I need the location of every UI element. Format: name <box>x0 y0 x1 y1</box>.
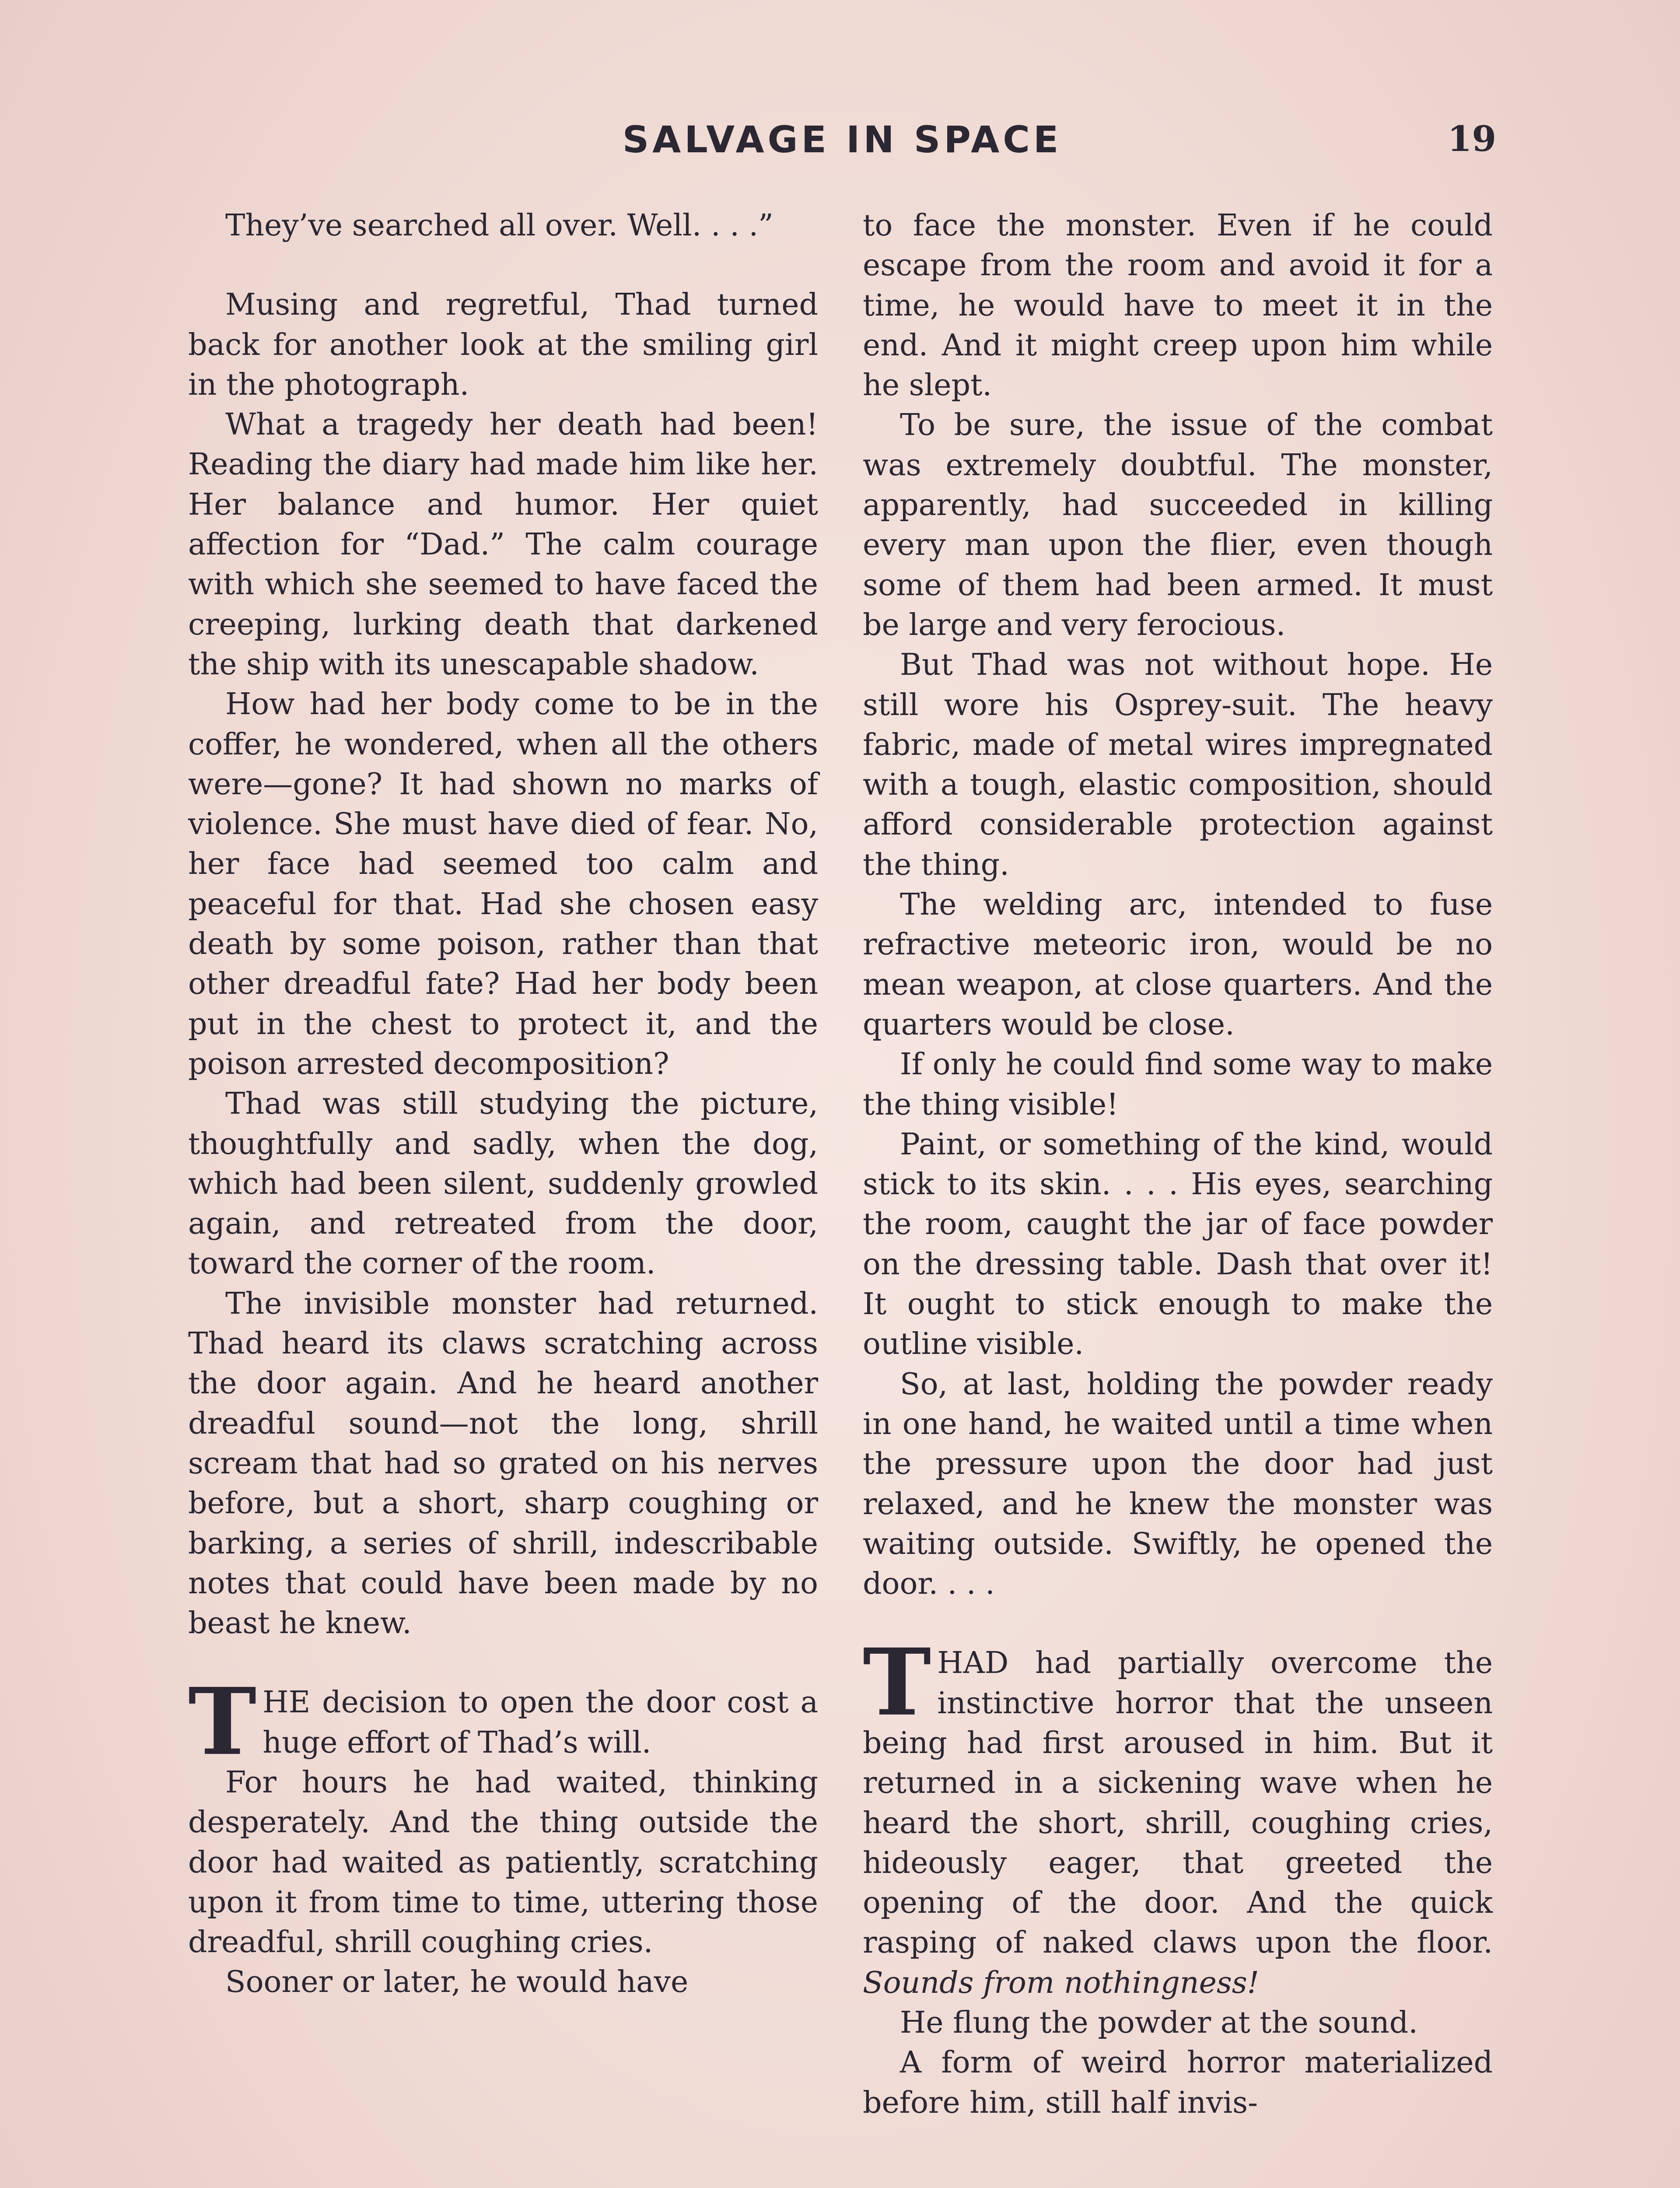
paragraph: To be sure, the issue of the combat was extremely doubtful. The monster, apparently, had succeeded in killing every man upon the flier, even though some of them had been armed. It must be large and very ferocious. <box>863 408 1493 642</box>
paragraph: But Thad was not without hope. He still wore his Osprey-suit. The heavy fabric, made of metal wires impregnated with a tough, elastic composition, should afford considerable protection against the thing. <box>863 648 1493 882</box>
right-column <box>863 206 1493 2123</box>
page-header <box>188 118 1496 171</box>
italic-phrase: Sounds from nothingness! <box>863 1965 1259 2000</box>
paragraph: What a tragedy her death had been! Reading the diary had made him like her. Her balance and humor. Her quiet affection for “Dad.” The calm courage with which she seemed to have faced the creeping, lurking death that darkened the ship with its unescapable shadow. <box>188 407 818 682</box>
paragraph: The welding arc, intended to fuse refractive meteoric iron, would be no mean weapon, at close quarters. And the quarters would be close. <box>863 887 1493 1042</box>
paragraph: Musing and regretful, Thad turned back for another look at the smiling girl in the photograph. <box>188 288 818 402</box>
paragraph: How had her body come to be in the coffer, he wondered, when all the others were—gone? It had shown no marks of violence. She must have died of fear. No, her face had seemed too calm and peaceful for that. Had she chosen easy death by some poison, rather than that other dreadful fate? Had her body been put in the chest to protect it, and the poison arrested decomposition? <box>188 687 818 1081</box>
paragraph: Paint, or something of the kind, would stick to its skin. . . . His eyes, searching the room, caught the jar of face powder on the dressing table. Dash that over it! It ought to stick enough to make the outline visible. <box>863 1127 1493 1362</box>
paragraph: to face the monster. Even if he could escape from the room and avoid it for a time, he would have to meet it in the end. And it might creep upon him while he slept. <box>863 208 1493 403</box>
running-title: SALVAGE IN SPACE <box>622 118 1062 161</box>
page-number: 19 <box>1447 118 1496 159</box>
paragraph: Thad was still studying the picture, thoughtfully and sadly, when the dog, which had been silent, suddenly growled again, and retreated from the door, toward the corner of the room. <box>188 1087 818 1281</box>
paragraph-text: HE decision to open the door cost a huge effort of Thad’s will. <box>262 1685 818 1760</box>
paragraph: He flung the powder at the sound. <box>900 2006 1418 2041</box>
paragraph: Sooner or later, he would have <box>225 1965 689 2000</box>
drop-cap: T <box>863 1628 931 1737</box>
paragraph: A form of weird horror materialized before him, still half invis- <box>863 2045 1493 2120</box>
paragraph: For hours he had waited, thinking desperately. And the thing outside the door had waited as patiently, scratching upon it from time to time, uttering those dreadful, shrill coughing cries. <box>188 1765 818 1960</box>
section-opening-paragraph <box>863 1628 1493 2003</box>
paragraph: So, at last, holding the powder ready in one hand, he waited until a time when the pressure upon the door had just relaxed, and he knew the monster was waiting outside. Swiftly, he opened the door. . . . <box>863 1367 1493 1602</box>
drop-cap: T <box>188 1668 257 1776</box>
paragraph: If only he could find some way to make the thing visible! <box>863 1047 1493 1122</box>
paragraph: The invisible monster had returned. Thad heard its claws scratching across the door again. And he heard another dreadful sound—not the long, shrill scream that had so grated on his nerves before, but a short, sharp coughing or barking, a series of shrill, indescribable notes that could have been made by no beast he knew. <box>188 1286 818 1641</box>
left-column <box>188 206 818 2002</box>
paragraph: They’ve searched all over. Well. . . .” <box>225 208 774 243</box>
section-opening-paragraph <box>188 1668 818 1776</box>
paragraph-text: HAD had partially overcome the instinctive horror that the unseen being had first aroused in him. But it returned in a sickening wave when he heard the short, shrill, coughing cries, hideously eager, that greeted the opening of the door. And the quick rasping of naked claws upon the floor. <box>863 1646 1493 1960</box>
